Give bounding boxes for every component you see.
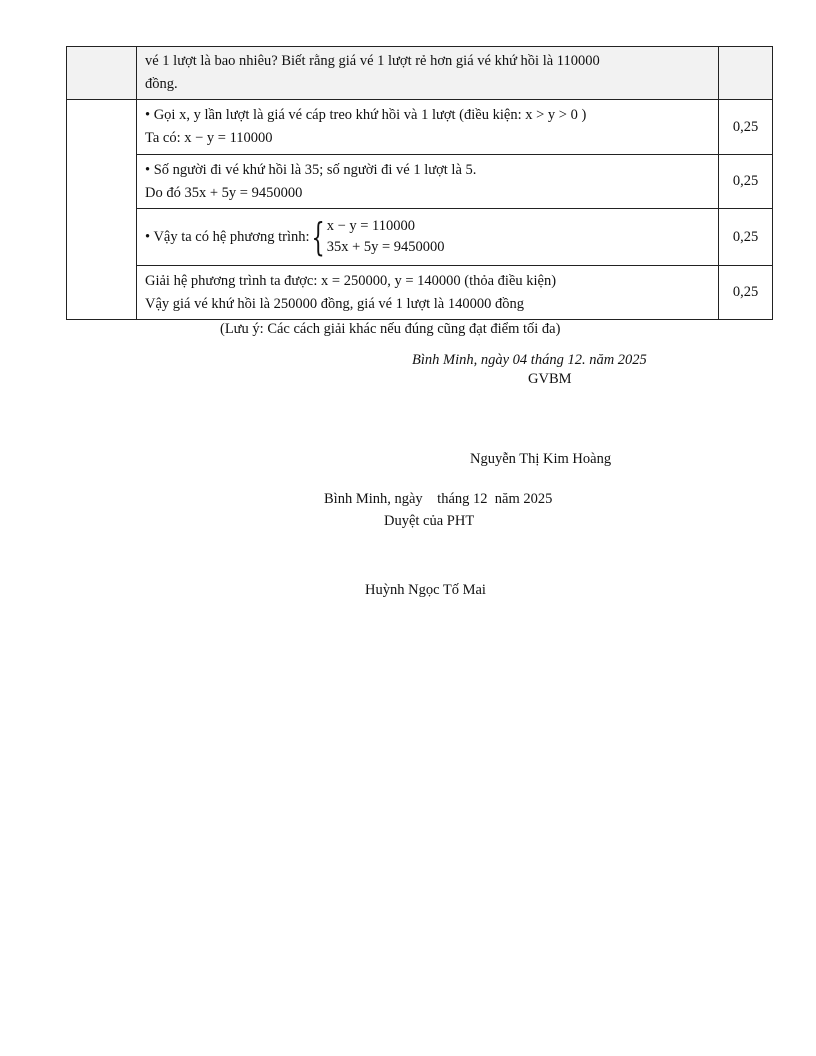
solution-step-cell xyxy=(137,100,719,155)
solution-line: Do đó 35x + 5y = 9450000 xyxy=(145,184,303,201)
teacher-date-line: Bình Minh, ngày 04 tháng 12. năm 2025 xyxy=(412,352,647,368)
equation-system xyxy=(327,216,445,258)
question-text-cell xyxy=(137,47,719,100)
table-row xyxy=(67,100,773,155)
equation-2: 35x + 5y = 9450000 xyxy=(326,239,445,255)
question-text-line: đồng. xyxy=(145,76,178,92)
question-cell xyxy=(67,100,137,320)
score-cell: 0,25 xyxy=(719,155,773,209)
solution-step-cell xyxy=(137,266,719,320)
solution-line: • Gọi x, y lần lượt là giá vé cáp treo khứ hồi và 1 lượt (điều kiện: x > y > 0 ) xyxy=(145,107,587,123)
left-brace-icon: { xyxy=(310,215,325,259)
score-cell: 0,25 xyxy=(719,266,773,320)
solution-step-cell xyxy=(137,155,719,209)
solution-line: Giải hệ phương trình ta được: x = 250000, y = 140000 (thỏa điều kiện) xyxy=(145,272,557,289)
teacher-role: GVBM xyxy=(528,371,572,387)
score-cell: 0,25 xyxy=(719,100,773,155)
approval-date-line: Bình Minh, ngày tháng 12 năm 2025 xyxy=(324,491,553,507)
system-lead-text: • Vậy ta có hệ phương trình: xyxy=(145,228,310,245)
solution-line: Vậy giá vé khứ hồi là 250000 đồng, giá vé 1 lượt là 140000 đồng xyxy=(145,295,524,312)
equation-1: x − y = 110000 xyxy=(326,218,416,234)
question-text-line: vé 1 lượt là bao nhiêu? Biết rằng giá vé 1 lượt rẻ hơn giá vé khứ hồi là 110000 xyxy=(145,53,600,69)
grading-table xyxy=(66,46,773,320)
score-cell xyxy=(719,47,773,100)
table-row xyxy=(67,47,773,100)
question-cell xyxy=(67,47,137,100)
approval-role: Duyệt của PHT xyxy=(384,513,475,529)
solution-line: Ta có: x − y = 110000 xyxy=(145,130,273,146)
solution-line: • Số người đi vé khứ hồi là 35; số người đi vé 1 lượt là 5. xyxy=(145,161,477,178)
teacher-name: Nguyễn Thị Kim Hoàng xyxy=(470,451,612,467)
table-row xyxy=(67,209,773,266)
table-row xyxy=(67,266,773,320)
table-row xyxy=(67,155,773,209)
solution-step-cell xyxy=(137,209,719,266)
score-cell: 0,25 xyxy=(719,209,773,266)
approver-name: Huỳnh Ngọc Tố Mai xyxy=(365,582,486,598)
grading-note: (Lưu ý: Các cách giải khác nếu đúng cũng đạt điểm tối đa) xyxy=(220,321,561,337)
